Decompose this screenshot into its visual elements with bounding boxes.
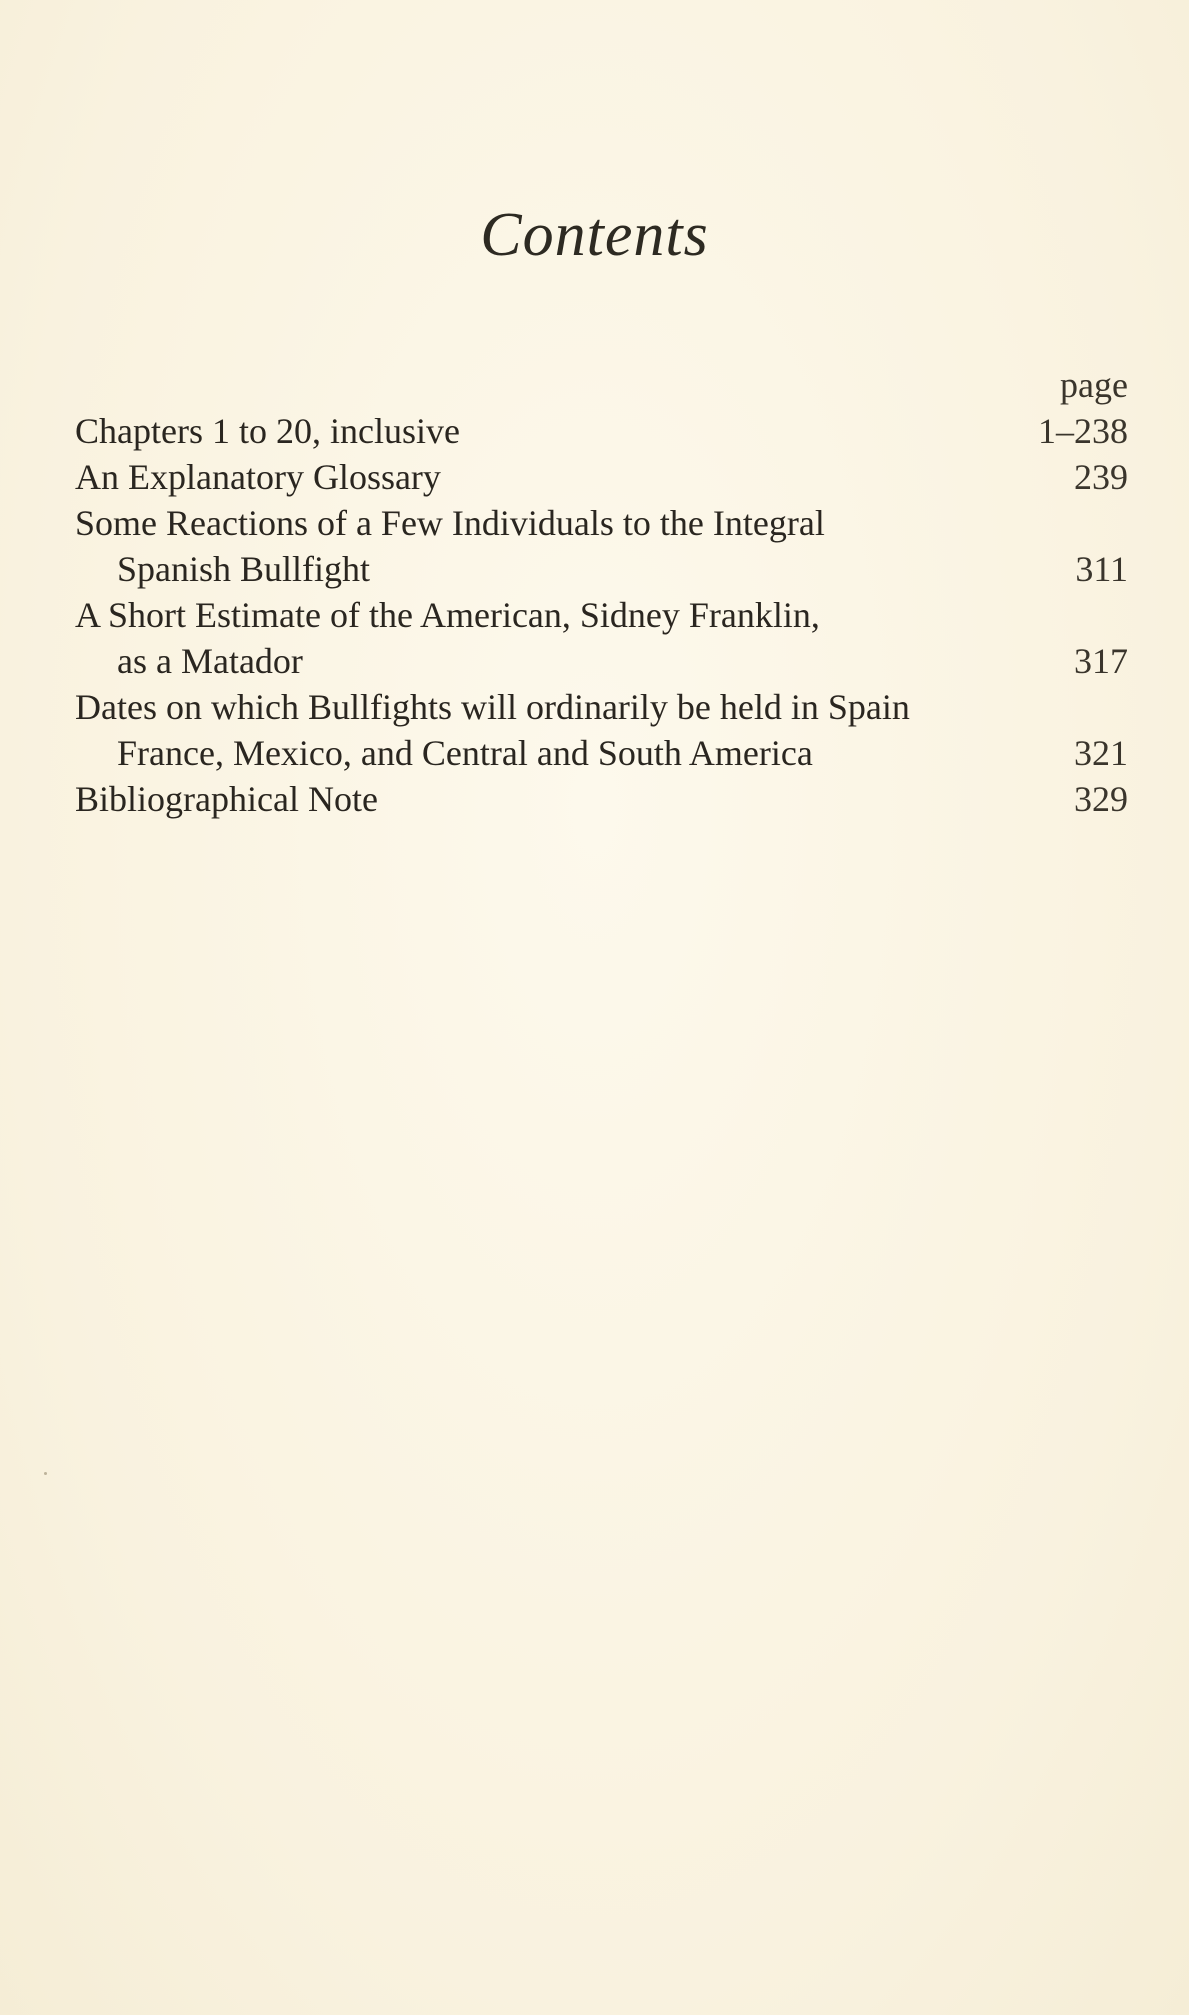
toc-entry-page: 1–238 [1038, 411, 1128, 451]
toc-entry-page: 321 [1074, 733, 1128, 773]
toc-entry-chapters [75, 408, 1128, 454]
toc-entry-page: 239 [1074, 457, 1128, 497]
toc-entry-title-continued: Spanish Bullfight [117, 549, 371, 589]
paper-speck [44, 1472, 47, 1475]
toc-entry-page: 311 [1075, 549, 1128, 589]
toc-entry-reactions [75, 500, 1128, 592]
toc-entry-title: Dates on which Bullfights will ordinarily be held in Spain [75, 687, 910, 727]
toc-entry-page: 329 [1074, 779, 1128, 819]
toc-entry-franklin [75, 592, 1128, 684]
toc-entry-title-continued: France, Mexico, and Central and South America [117, 733, 813, 773]
toc-entry-title: Chapters 1 to 20, inclusive [75, 411, 460, 451]
toc-entry-dates [75, 684, 1128, 776]
table-of-contents [75, 362, 1128, 822]
toc-entry-title: Bibliographical Note [75, 779, 378, 819]
page-column-label: page [1060, 365, 1128, 405]
toc-entry-page: 317 [1074, 641, 1128, 681]
page-title: Contents [480, 201, 709, 269]
toc-entry-title: An Explanatory Glossary [75, 457, 441, 497]
toc-entry-title-continued: as a Matador [117, 641, 303, 681]
toc-entry-title: Some Reactions of a Few Individuals to the Integral [75, 503, 825, 543]
toc-entry-title: A Short Estimate of the American, Sidney Franklin, [75, 595, 820, 635]
toc-entry-glossary [75, 454, 1128, 500]
toc-entry-bibliography [75, 776, 1128, 822]
